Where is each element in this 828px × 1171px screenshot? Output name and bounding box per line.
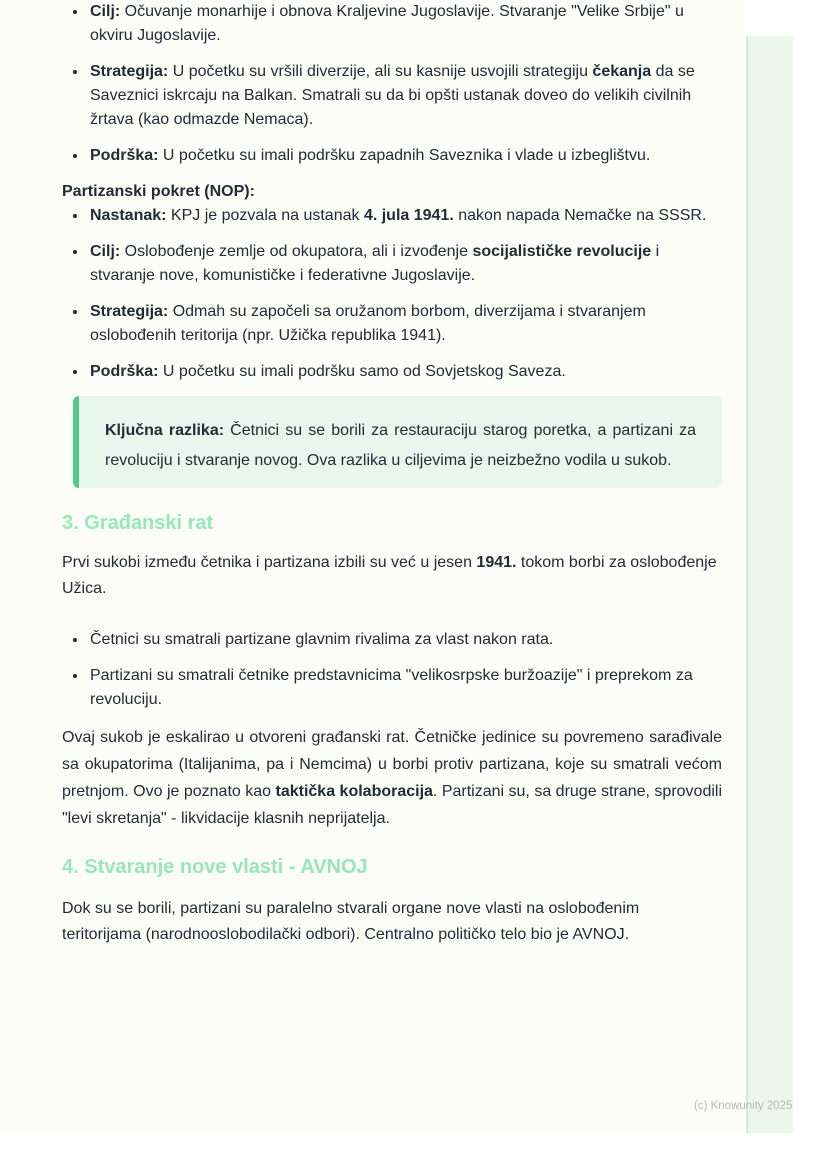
list-item-nastanak: • Nastanak: KPJ je pozvala na ustanak 4. jula 1941. nakon napada Nemačke na SSSR.	[88, 204, 722, 228]
key-difference-callout	[73, 396, 722, 488]
list-item-strategija: • Strategija: U početku su vršili diverzije, ali su kasnije usvojili strategiju čekanja da se Saveznici iskrcaju na Balkan. Smatrali su da bi opšti ustanak doveo do velikih civilnih žrtava (kao odmazde Nemaca).	[88, 60, 722, 132]
section-title-civil-war: 3. Građanski rat	[62, 512, 214, 534]
section-title-avnoj: 4. Stvaranje nove vlasti - AVNOJ	[62, 856, 368, 878]
list-item-partizani: • Partizani su smatrali četnike predstavnicima "velikosrpske buržoazije" i preprekom za revoluciju.	[88, 664, 722, 712]
civil-war-intro-paragraph: Prvi sukobi između četnika i partizana izbili su već u jesen 1941. tokom borbi za oslobođenje Užica.	[62, 554, 717, 597]
document-content	[62, 0, 722, 948]
civil-war-paragraph: Ovaj sukob je eskalirao u otvoreni građanski rat. Četničke jedinice su povremeno sarađivale sa okupatorima (Italijanima, pa i Nemcima) u borbi protiv partizana, koje su smatrali većom pretnjom. Ovo je poznato kao taktička kolaboracija. Partizani su, sa druge strane, sprovodili "levi skretanja" - likvidacije klasnih neprijatelja.	[62, 729, 722, 827]
partisan-bullet-list	[62, 204, 722, 384]
list-item-strategija: • Strategija: Odmah su započeli sa oružanom borbom, diverzijama i stvaranjem oslobođenih teritorija (npr. Užička republika 1941).	[88, 300, 722, 348]
list-item-cilj: • Cilj: Očuvanje monarhije i obnova Kraljevine Jugoslavije. Stvaranje "Velike Srbije" u okviru Jugoslavije.	[88, 0, 722, 48]
callout-text: Ključna razlika: Četnici su se borili za restauraciju starog poretka, a partizani za revoluciju i stvaranje novog. Ova razlika u ciljevima je neizbežno vodila u sukob.	[105, 422, 697, 469]
list-item-podrska: • Podrška: U početku su imali podršku zapadnih Saveznika i vlade u izbeglištvu.	[88, 144, 722, 168]
list-item-cetnici: • Četnici su smatrali partizane glavnim rivalima za vlast nakon rata.	[88, 628, 722, 652]
knowunity-watermark: (c) Knowunity 2025	[694, 1100, 793, 1112]
avnoj-paragraph: Dok su se borili, partizani su paralelno stvarali organe nove vlasti na oslobođenim teritorijama (narodnooslobodilački odbori). Centralno političko telo bio je AVNOJ.	[62, 900, 640, 943]
page-edge-strip	[746, 36, 793, 1133]
list-item-podrska: • Podrška: U početku su imali podršku samo od Sovjetskog Saveza.	[88, 360, 722, 384]
list-item-cilj: • Cilj: Oslobođenje zemlje od okupatora, ali i izvođenje socijalističke revolucije i stvaranje nove, komunističke i federativne Jugoslavije.	[88, 240, 722, 288]
civil-war-bullet-list	[62, 628, 722, 712]
partisan-movement-heading: Partizanski pokret (NOP):	[62, 183, 255, 200]
chetnik-bullet-list	[62, 0, 722, 168]
